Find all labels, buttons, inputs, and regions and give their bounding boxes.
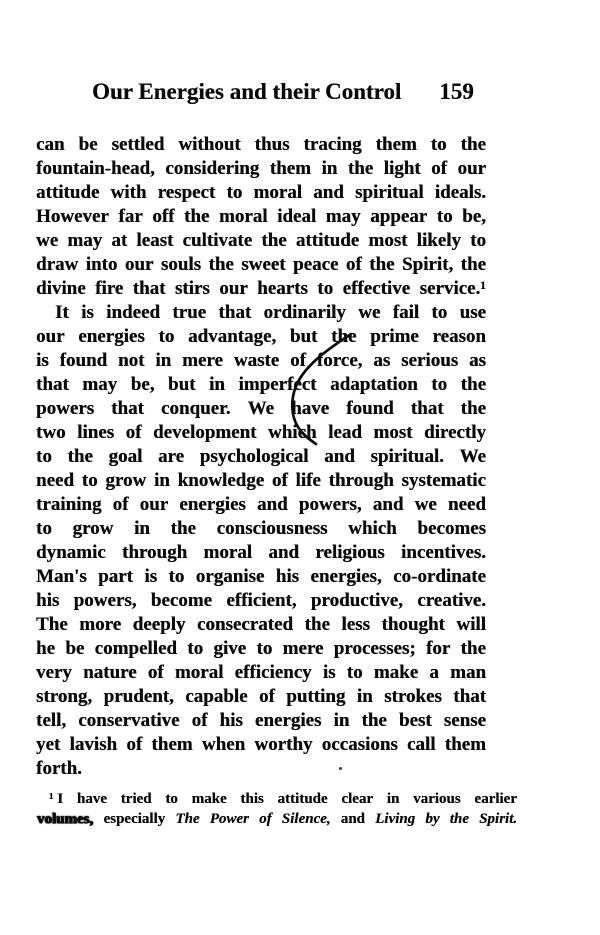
text-line: fountain-head, considering them in the light of our [36,158,486,179]
text-line: tell, conservative of his energies in the best sense [36,710,486,731]
text-line: draw into our souls the sweet peace of the Spirit, the [36,254,486,275]
text-line: very nature of moral efficiency is to make a man [36,662,486,683]
text-line: yet lavish of them when worthy occasions call them [36,734,486,755]
text-line: that may be, but in imperfect adaptation to the [36,374,486,395]
text-line: divine fire that stirs our hearts to effective service.¹ [36,278,486,299]
text-line: his powers, become efficient, productive, creative. [36,590,486,611]
text-line: Man's part is to organise his energies, co-ordinate [36,566,486,587]
text-line: training of our energies and powers, and we need [36,494,486,515]
text-line: our energies to advantage, but the prime reason [36,326,486,347]
text-line: need to grow in knowledge of life through systematic [36,470,486,491]
text-line: strong, prudent, capable of putting in strokes that [36,686,486,707]
footnote [37,789,517,829]
footnote-line: volumes, especially The Power of Silence, and Living by the Spirit. [37,811,517,827]
text-line: is found not in mere waste of force, as serious as [36,350,486,371]
text-line: he be compelled to give to mere processes; for the [36,638,486,659]
running-header [92,77,474,107]
text-line: can be settled without thus tracing them to the [36,134,486,155]
text-line: two lines of development which lead most directly [36,422,486,443]
text-line: we may at least cultivate the attitude most likely to [36,230,486,251]
page-number: 159 [439,79,474,104]
text-line: forth. [36,758,82,779]
text-line: The more deeply consecrated the less thought will [36,614,486,635]
footnote-line: ¹ I have tried to make this attitude clear in various earlier [49,791,517,807]
text-line: powers that conquer. We have found that the [36,398,486,419]
text-line: However far off the moral ideal may appear to be, [36,206,486,227]
page-title: Our Energies and their Control [92,79,402,104]
text-line: to grow in the consciousness which becomes [36,518,486,539]
text-line: attitude with respect to moral and spiritual ideals. [36,182,486,203]
ink-speck [339,767,342,770]
text-line: It is indeed true that ordinarily we fail to use [55,302,486,323]
body-text [36,133,486,781]
text-line: to the goal are psychological and spiritual. We [36,446,486,467]
text-line: dynamic through moral and religious incentives. [36,542,486,563]
